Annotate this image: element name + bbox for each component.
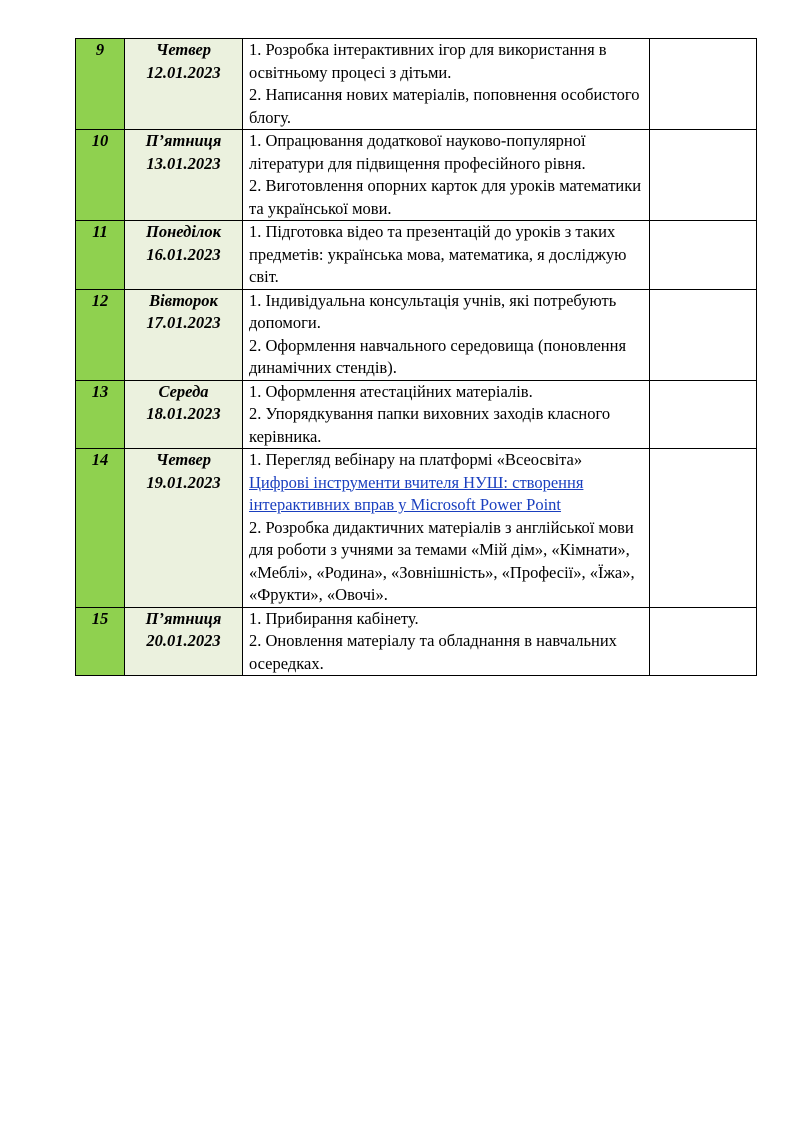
weekday: П’ятниця	[145, 608, 222, 628]
work-plan-table	[75, 38, 757, 676]
task-item: 2. Оформлення навчального середовища (поновлення динамічних стендів).	[249, 335, 627, 377]
table-row	[76, 221, 757, 290]
task-item: 2. Виготовлення опорних карток для уроків математики та української мови.	[249, 176, 642, 218]
notes-cell	[650, 130, 757, 221]
day-cell	[125, 607, 243, 676]
tasks-cell	[243, 130, 650, 221]
date: 20.01.2023	[146, 631, 221, 650]
table-row	[76, 130, 757, 221]
weekday: Четвер	[155, 40, 212, 59]
table-row	[76, 289, 757, 380]
task-item: 1. Оформлення атестаційних матеріалів.	[249, 381, 533, 401]
task-item: 1. Опрацювання додаткової науково-популярної літератури для підвищення професійного рівня.	[249, 131, 586, 173]
tasks-cell	[243, 39, 650, 130]
tasks-cell	[243, 289, 650, 380]
day-cell	[125, 39, 243, 130]
date: 12.01.2023	[146, 62, 221, 82]
row-number: 11	[76, 221, 125, 290]
day-cell	[125, 221, 243, 290]
weekday: Середа	[158, 381, 209, 401]
date: 16.01.2023	[146, 244, 221, 264]
notes-cell	[650, 289, 757, 380]
task-item: 1. Перегляд вебінару на платформі «Всеосвіта»	[249, 450, 583, 469]
row-number: 13	[76, 380, 125, 449]
task-item: 1. Підготовка відео та презентацій до уроків з таких предметів: українська мова, математика, я досліджую світ.	[249, 222, 627, 286]
row-number: 12	[76, 289, 125, 380]
row-number: 14	[76, 449, 125, 608]
row-number: 15	[76, 607, 125, 676]
weekday: П’ятниця	[145, 131, 222, 150]
task-item: 1. Індивідуальна консультація учнів, які потребують допомоги.	[249, 290, 617, 332]
date: 17.01.2023	[146, 313, 221, 332]
task-item: 1. Прибирання кабінету.	[249, 608, 419, 628]
table-row	[76, 39, 757, 130]
weekday: Понеділок	[145, 222, 221, 241]
day-cell	[125, 449, 243, 608]
weekday: Вівторок	[149, 290, 218, 310]
tasks-cell	[243, 221, 650, 290]
notes-cell	[650, 221, 757, 290]
table-row	[76, 607, 757, 676]
task-item: 2. Оновлення матеріалу та обладнання в навчальних осередках.	[249, 631, 617, 673]
table-row	[76, 380, 757, 449]
notes-cell	[650, 607, 757, 676]
day-cell	[125, 289, 243, 380]
notes-cell	[650, 380, 757, 449]
task-item: 1. Розробка інтерактивних ігор для використання в освітньому процесі з дітьми.	[249, 40, 607, 82]
task-item: 2. Написання нових матеріалів, поповнення особистого блогу.	[249, 85, 640, 127]
notes-cell	[650, 39, 757, 130]
weekday: Четвер	[155, 450, 212, 469]
table-row	[76, 449, 757, 608]
row-number: 10	[76, 130, 125, 221]
day-cell	[125, 380, 243, 449]
task-item: 2. Розробка дидактичних матеріалів з англійської мови для роботи з учнями за темами «Мій дім», «Кімнати», «Меблі», «Родина», «Зовнішність», «Професії», «Їжа», «Фрукти», «Овочі».	[249, 517, 635, 604]
tasks-cell	[243, 607, 650, 676]
date: 18.01.2023	[146, 404, 221, 423]
date: 13.01.2023	[146, 153, 221, 173]
webinar-link[interactable]: Цифрові інструменти вчителя НУШ: створення інтерактивних вправ у Microsoft Power Point	[249, 472, 584, 514]
tasks-cell	[243, 449, 650, 608]
row-number: 9	[76, 39, 125, 130]
tasks-cell	[243, 380, 650, 449]
task-item: 2. Упорядкування папки виховних заходів класного керівника.	[249, 404, 611, 446]
day-cell	[125, 130, 243, 221]
date: 19.01.2023	[146, 472, 221, 492]
notes-cell	[650, 449, 757, 608]
